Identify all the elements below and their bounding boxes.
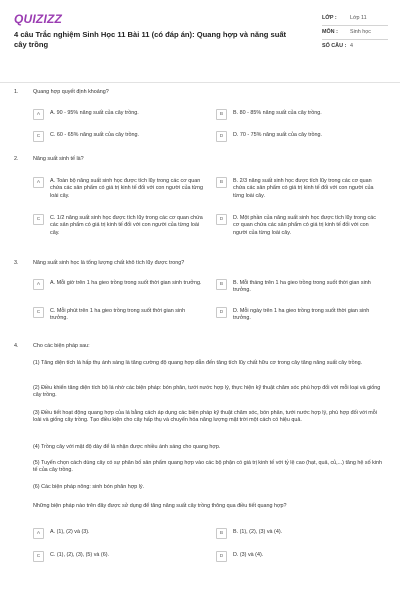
option-letter-badge: B	[216, 109, 227, 120]
option-text: D. 70 - 75% năng suất của cây trồng.	[233, 132, 322, 138]
option-text: B. 80 - 85% năng suất của cây trồng.	[233, 110, 322, 116]
question-4	[14, 343, 386, 573]
meta-key: LỚP :	[322, 15, 337, 21]
option-letter-badge: C	[33, 214, 44, 225]
meta-row-subject	[322, 26, 388, 40]
question-1	[14, 89, 386, 149]
option-letter-badge: A	[33, 528, 44, 539]
meta-value: 4	[350, 43, 353, 49]
option-b[interactable]	[216, 110, 386, 120]
option-letter-badge: A	[33, 177, 44, 188]
question-prompt: Những biện pháp nào trên đây được sử dụng để tăng năng suất cây trồng thông qua điều tiết quang hợp?	[33, 503, 287, 509]
option-a[interactable]	[33, 110, 203, 120]
option-text: B. (1), (2), (3) và (4).	[233, 529, 283, 535]
option-letter-badge: B	[216, 279, 227, 290]
option-text: D. Mỗi ngày trên 1 ha gieo trồng trong suốt thời gian sinh trưởng.	[233, 308, 370, 322]
question-text: Cho các biện pháp sau:	[33, 343, 90, 349]
meta-row-count	[322, 40, 388, 53]
question-text: Năng suất sinh tế là?	[33, 156, 84, 162]
statement-3: (3) Điều tiết hoạt động quang hợp của lá bằng cách áp dụng các biện pháp kỹ thuật chăm sóc, bón phân, tưới nước hợp lý, phù hợp đối với mỗi loài và giống cây trồng. Tạo điều kiện cho cây hấp thụ và chuyển hóa năng lượng mặt trời một cách có hiệu quả.	[33, 410, 377, 424]
option-text: D. (3) và (4).	[233, 552, 264, 558]
option-letter-badge: D	[216, 131, 227, 142]
option-d[interactable]	[216, 552, 382, 562]
question-2	[14, 156, 386, 256]
meta-value: Sinh học	[350, 29, 371, 35]
option-letter-badge: D	[216, 551, 227, 562]
option-c[interactable]	[33, 132, 203, 142]
option-letter-badge: C	[33, 131, 44, 142]
option-text: C. 1/2 năng suất sinh học được tích lũy trong các cơ quan chứa các sản phẩm có giá trị kinh tế đối với con người của từng loài cây.	[50, 215, 203, 236]
option-a[interactable]	[33, 178, 205, 200]
option-d[interactable]	[216, 132, 386, 142]
option-letter-badge: B	[216, 177, 227, 188]
option-letter-badge: C	[33, 551, 44, 562]
option-text: A. 90 - 95% năng suất của cây trồng.	[50, 110, 139, 116]
option-text: C. 60 - 65% năng suất của cây trồng.	[50, 132, 139, 138]
option-letter-badge: D	[216, 214, 227, 225]
question-text: Quang hợp quyết định khoảng?	[33, 89, 109, 95]
option-letter-badge: D	[216, 307, 227, 318]
option-letter-badge: A	[33, 279, 44, 290]
option-text: C. (1), (2), (3), (5) và (6).	[50, 552, 110, 558]
header-divider	[0, 82, 400, 83]
option-b[interactable]	[216, 280, 382, 295]
option-d[interactable]	[216, 215, 382, 237]
option-text: D. Một phần của năng suất sinh học được tích lũy trong các cơ quan chứa các sản phẩm có giá trị kinh tế đối với con người của từng loài cây.	[233, 215, 376, 236]
meta-key: SỐ CÂU :	[322, 43, 347, 49]
statement-1: (1) Tăng diện tích lá hấp thụ ánh sáng là tăng cường độ quang hợp dẫn đến tăng tích lũy chất hữu cơ trong cây tăng năng suất cây trồng.	[33, 360, 363, 366]
option-letter-badge: B	[216, 528, 227, 539]
statement-4: (4) Trồng cây với mật độ dày để lá nhận được nhiều ánh sáng cho quang hợp.	[33, 444, 221, 450]
page-title: 4 câu Trắc nghiệm Sinh Học 11 Bài 11 (có đáp án): Quang hợp và năng suất cây trồng	[14, 30, 287, 49]
question-text: Năng suất sinh học là tổng lượng chất khô tích lũy được trong?	[33, 260, 185, 266]
option-c[interactable]	[33, 308, 203, 323]
option-a[interactable]	[33, 280, 203, 290]
option-c[interactable]	[33, 552, 203, 562]
option-text: A. Mỗi giờ trên 1 ha gieo trồng trong suốt thời gian sinh trưởng.	[50, 280, 202, 286]
statement-2: (2) Điều khiển tăng diện tích bộ lá nhờ các biện pháp: bón phân, tưới nước hợp lý, thực hiện kỹ thuật chăm sóc phù hợp đối với mỗi loại và giống cây trồng.	[33, 385, 381, 399]
question-number: 1.	[14, 89, 19, 95]
option-b[interactable]	[216, 529, 382, 539]
meta-value: Lớp 11	[350, 15, 367, 21]
option-b[interactable]	[216, 178, 382, 200]
meta-key: MÔN :	[322, 29, 338, 35]
quizizz-logo: QUIZIZZ	[14, 12, 63, 26]
question-3	[14, 260, 386, 335]
option-d[interactable]	[216, 308, 382, 323]
meta-row-class	[322, 12, 388, 26]
option-text: A. (1), (2) và (3).	[50, 529, 90, 535]
statement-6: (6) Các biện pháp nông: sinh bón phân hợp lý.	[33, 484, 145, 490]
option-text: C. Mỗi phút trên 1 ha gieo trồng trong suốt thời gian sinh trưởng.	[50, 308, 186, 322]
option-text: A. Toàn bộ năng suất sinh học được tích lũy trong các cơ quan chứa các sản phẩm có giá trị kinh tế đối với con người của từng loài cây.	[50, 178, 204, 199]
question-number: 2.	[14, 156, 19, 162]
option-a[interactable]	[33, 529, 203, 539]
statement-5: (5) Tuyển chọn cách dùng cây có sự phân bố sản phẩm quang hợp vào các bộ phận có giá trị kinh tế với tỷ lệ cao (hạt, quả, củ,...) tăng hệ số kinh tế của cây trồng.	[33, 460, 383, 474]
option-c[interactable]	[33, 215, 205, 237]
option-letter-badge: C	[33, 307, 44, 318]
option-letter-badge: A	[33, 109, 44, 120]
meta-panel	[322, 12, 388, 53]
option-text: B. Mỗi tháng trên 1 ha gieo trồng trong suốt thời gian sinh trưởng.	[233, 280, 371, 294]
question-number: 3.	[14, 260, 19, 266]
question-number: 4.	[14, 343, 19, 349]
option-text: B. 2/3 năng suất sinh học được tích lũy trong các cơ quan chứa các sản phẩm có giá trị kinh tế đối với con người của từng loài cây.	[233, 178, 374, 199]
